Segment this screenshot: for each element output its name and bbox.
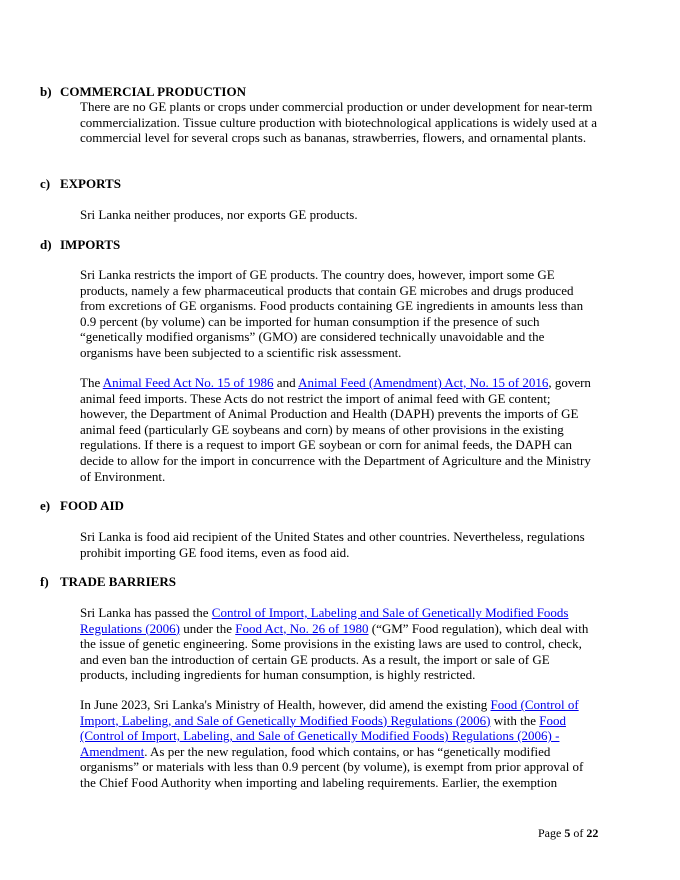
text-run: . As per the new regulation, food which contains, or has “genetically modified organisms” or materials with less than 0.9 percent (by volume), is exempt from prior approval of the Chief Food Authority when importing and labeling requirements. Earlier, the exemption [80,743,584,790]
food-gm-regulations-2006-link[interactable]: Food (Control of Import, Labeling, and Sale of Genetically Modified Foods) Regulations (2006) [80,697,579,728]
section-heading-trade-barriers [40,574,176,590]
section-title: COMMERCIAL PRODUCTION [60,84,246,99]
text-run: under the [180,620,236,636]
text-run: (“GM” Food regulation), which deal with the issue of genetic engineering. Some provisions in the existing laws are used to control, check, and even ban the introduction of certain GE products. As a result, the import or sale of GE products, including ingredients for human consumption, is highly restricted. [80,620,589,683]
text-run: Sri Lanka has passed the [80,605,212,620]
animal-feed-amendment-act-link[interactable]: Animal Feed (Amendment) Act, No. 15 of 2016 [298,375,549,390]
page-label: Page [538,826,565,840]
section-title: IMPORTS [60,237,121,252]
text-run: , govern animal feed imports. These Acts do not restrict the import of animal feed with GE content; however, the Department of Animal Production and Health (DAPH) prevents the imports of GE animal feed (particularly GE soybeans and corn) by means of other provisions in the existing regulations. If there is a request to import GE soybean or corn for animal feeds, the DAPH can decide to allow for the import in concurrence with the Department of Agriculture and the Ministry of Environment. [80,375,591,484]
food-gm-regulations-amendment-link[interactable]: Food (Control of Import, Labeling, and Sale of Genetically Modified Foods) Regulations (2006) - Amendment [80,712,566,759]
section-heading-commercial-production [40,84,246,100]
exports-paragraph: Sri Lanka neither produces, nor exports GE products. [80,207,358,222]
text-run: In June 2023, Sri Lanka's Ministry of Health, however, did amend the existing [80,697,491,712]
imports-paragraph-1: Sri Lanka restricts the import of GE products. The country does, however, import some GE products, namely a few pharmaceutical products that contain GE microbes and drugs produced from excretions of GE organisms. Food products containing GE ingredients in amounts less than 0.9 percent (by volume) can be imported for human consumption if the presence of such “genetically modified organisms” (GMO) are considered technically unavoidable and the organisms have been subjected to a scientific risk assessment. [80,267,584,360]
trade-barriers-paragraph-2 [80,697,600,791]
food-act-link[interactable]: Food Act, No. 26 of 1980 [235,620,369,636]
section-letter: d) [40,237,52,252]
commercial-production-paragraph: There are no GE plants or crops under commercial production or under development for near-term commercialization. Tissue culture production with biotechnological applications is widely used at a commercial level for several crops such as bananas, strawberries, flowers, and ornamental plants. [80,99,597,146]
text-run: The [80,375,103,390]
section-heading-imports [40,237,120,253]
gm-foods-regulations-link[interactable]: Control of Import, Labeling and Sale of Genetically Modified Foods Regulations (2006) [80,605,569,636]
section-title: FOOD AID [60,498,124,513]
text-run: and [273,375,299,390]
page-footer [538,826,598,842]
section-letter: e) [40,498,51,513]
imports-paragraph-2 [80,375,600,484]
animal-feed-act-link[interactable]: Animal Feed Act No. 15 of 1986 [102,375,274,390]
section-letter: f) [40,574,49,589]
of-label: of [570,826,587,840]
food-aid-paragraph: Sri Lanka is food aid recipient of the United States and other countries. Nevertheless, regulations prohibit importing GE food items, even as food aid. [80,529,585,560]
section-heading-exports [40,176,121,192]
section-title: TRADE BARRIERS [60,574,176,589]
section-letter: b) [40,84,52,99]
trade-barriers-paragraph-1 [80,605,600,683]
page-number: 5 [564,826,571,840]
section-letter: c) [40,176,51,191]
text-run: with the [490,712,540,728]
section-heading-food-aid [40,498,124,514]
page-total: 22 [586,826,599,840]
section-title: EXPORTS [60,176,121,191]
